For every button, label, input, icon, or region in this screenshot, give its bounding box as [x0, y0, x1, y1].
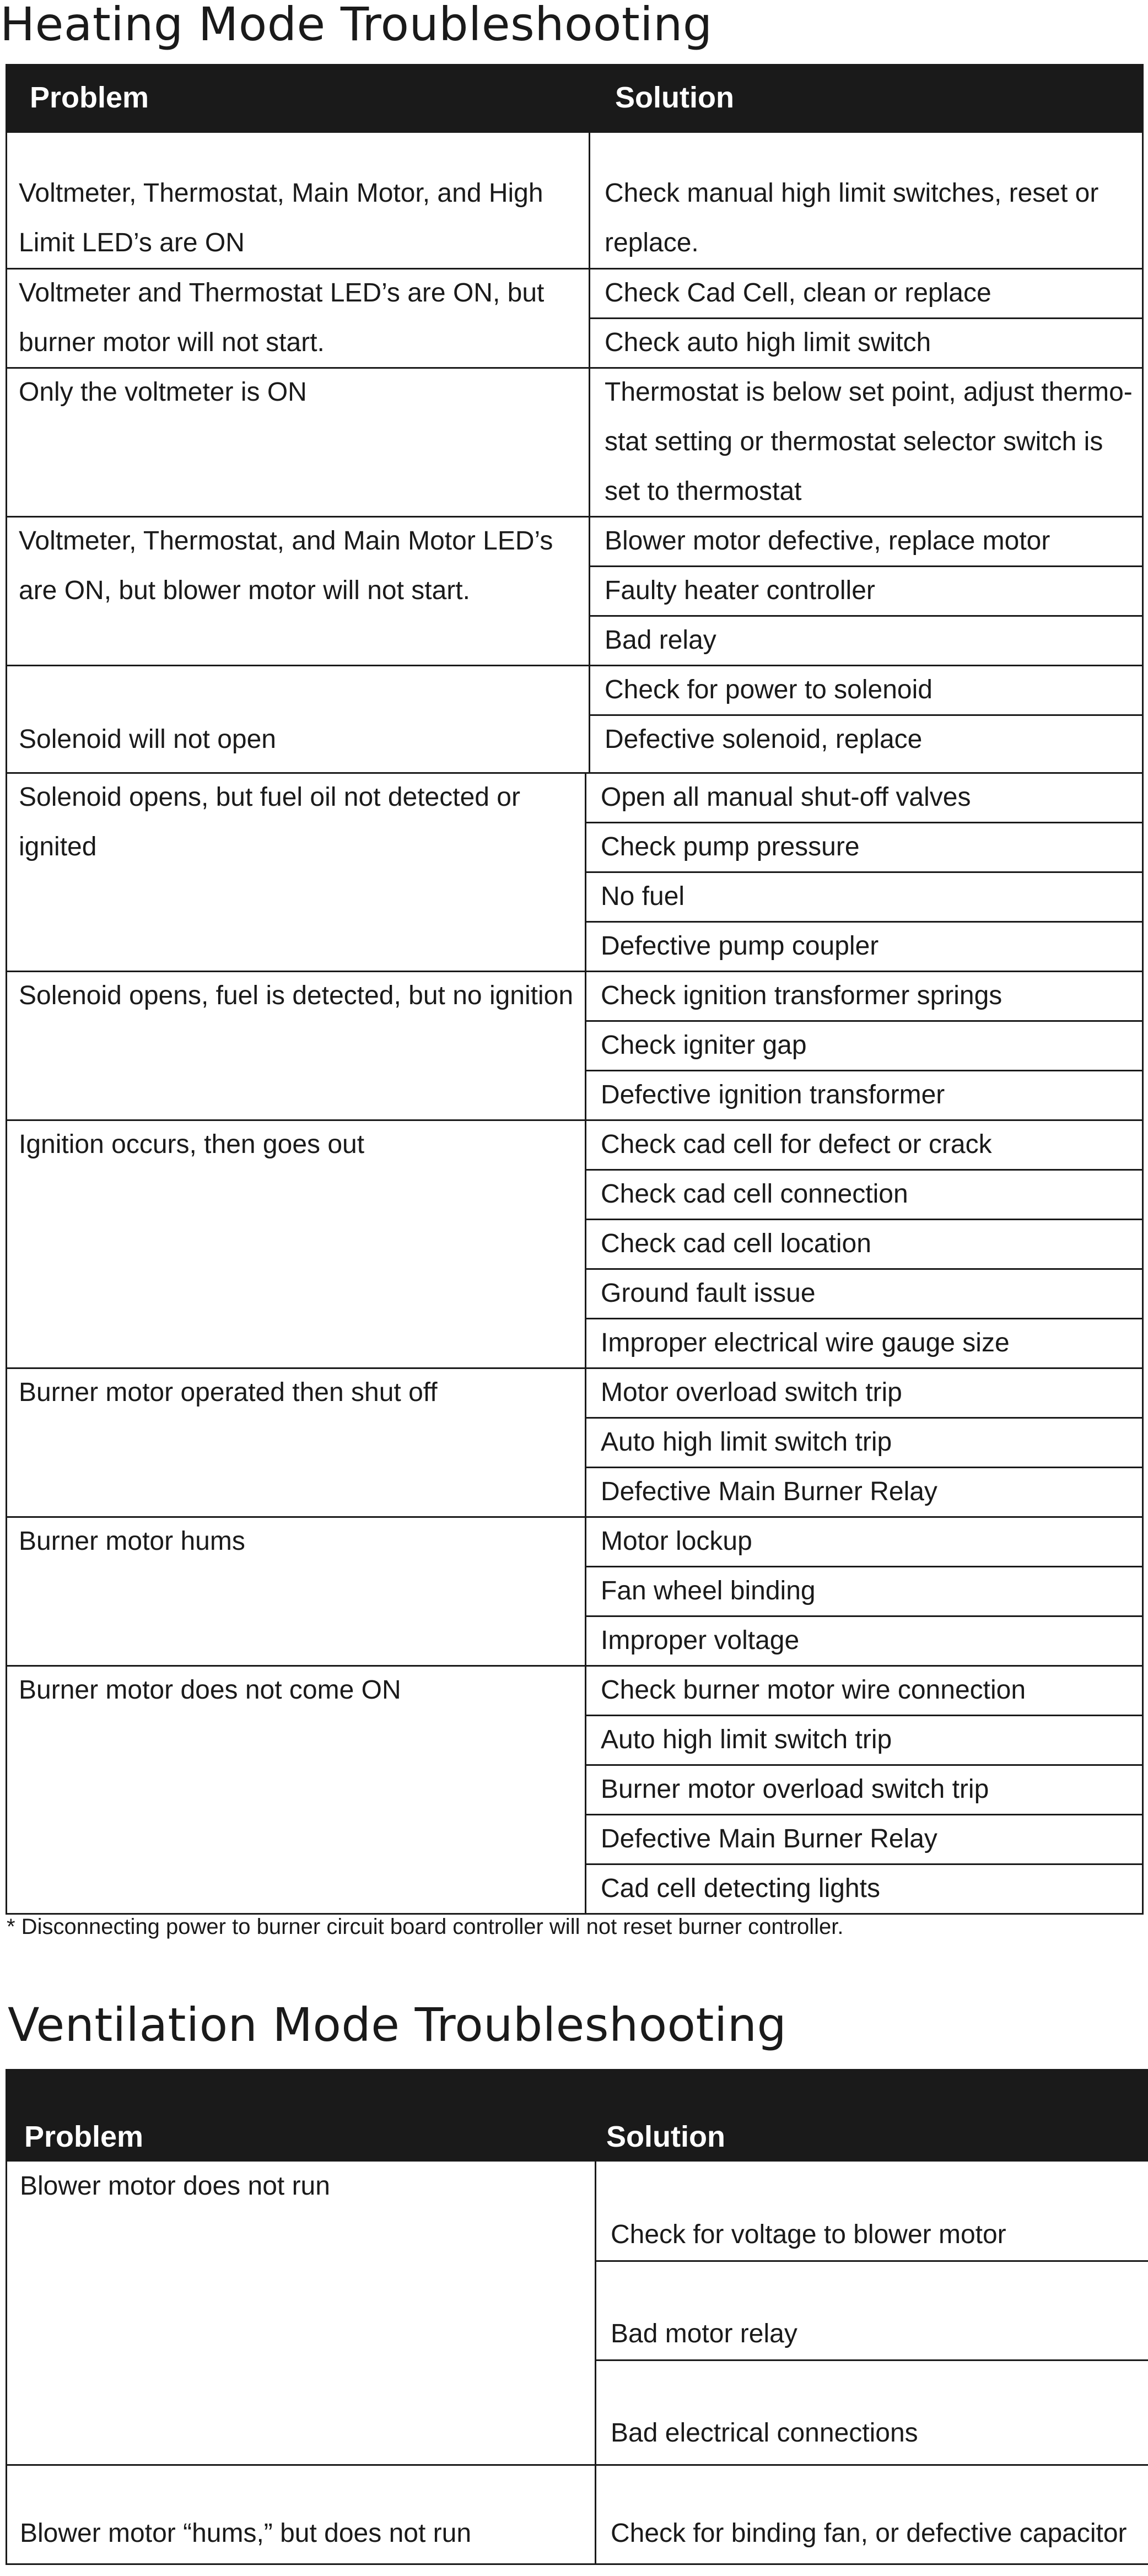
- solution-cell: [601, 1269, 1139, 1318]
- solution-cell: [601, 1418, 1139, 1467]
- cell-text-line: Open all manual shut-off valves: [601, 783, 971, 812]
- cell-text-line: Bad relay: [605, 626, 716, 655]
- cell-text-line: Burner motor overload switch trip: [601, 1775, 989, 1804]
- column-divider: [585, 971, 586, 1120]
- problem-cell: [19, 971, 581, 1021]
- problem-cell: [19, 1666, 581, 1715]
- row-divider: [6, 2563, 1148, 2565]
- cell-text-line: Check cad cell location: [601, 1229, 871, 1258]
- cell-text-line: Burner motor hums: [19, 1527, 245, 1556]
- solution-cell: [605, 566, 1139, 616]
- cell-text-line: Check cad cell connection: [601, 1179, 908, 1209]
- row-divider: [595, 2359, 1148, 2361]
- solution-cell: [601, 1765, 1139, 1814]
- table-header: [6, 64, 1144, 133]
- cell-text-line: Cad cell detecting lights: [601, 1874, 880, 1903]
- column-divider: [595, 2162, 596, 2465]
- column-divider: [589, 516, 590, 665]
- column-divider: [589, 665, 590, 773]
- cell-text-line: stat setting or thermostat selector switch is: [605, 427, 1103, 456]
- cell-text-line: Check igniter gap: [601, 1031, 807, 1060]
- solution-cell: [601, 971, 1139, 1021]
- problem-cell: [19, 268, 585, 368]
- table-border-left: [6, 2162, 7, 2564]
- problem-cell: [19, 368, 585, 417]
- cell-text-line: Motor overload switch trip: [601, 1378, 902, 1407]
- cell-text-line: Defective ignition transformer: [601, 1080, 945, 1109]
- cell-text-line: Defective Main Burner Relay: [601, 1824, 937, 1853]
- cell-text-line: Check ignition transformer springs: [601, 981, 1003, 1010]
- solution-cell: [611, 2509, 1144, 2558]
- cell-text-line: Voltmeter and Thermostat LED’s are ON, but: [19, 278, 545, 308]
- cell-text-line: Check Cad Cell, clean or replace: [605, 278, 991, 308]
- solution-cell: [605, 318, 1139, 368]
- cell-text-line: Defective Main Burner Relay: [601, 1477, 937, 1506]
- column-divider: [589, 368, 590, 516]
- solution-cell: [601, 1318, 1139, 1368]
- ventilation-section-title: Ventilation Mode Troubleshooting: [8, 1998, 787, 2052]
- solution-cell: [605, 169, 1139, 268]
- solution-cell: [611, 2210, 1144, 2260]
- cell-text-line: Improper voltage: [601, 1626, 800, 1655]
- cell-text-line: No fuel: [601, 882, 685, 911]
- cell-text-line: Burner motor operated then shut off: [19, 1378, 438, 1407]
- cell-text-line: Check for voltage to blower motor: [611, 2220, 1006, 2249]
- problem-cell: [19, 1517, 581, 1566]
- cell-text-line: set to thermostat: [605, 477, 802, 506]
- cell-text-line: Faulty heater controller: [605, 576, 875, 605]
- table-header: [6, 2069, 1148, 2162]
- cell-text-line: Bad motor relay: [611, 2319, 797, 2348]
- cell-text-line: Auto high limit switch trip: [601, 1427, 892, 1457]
- row-divider: [6, 2464, 1148, 2466]
- problem-cell: [19, 773, 581, 872]
- cell-text-line: Blower motor “hums,” but does not run: [20, 2519, 472, 2548]
- column-divider: [595, 2465, 596, 2564]
- cell-text-line: Solenoid will not open: [19, 725, 276, 754]
- solution-cell: [601, 1368, 1139, 1418]
- ventilation-table: [6, 2069, 1148, 2564]
- cell-text-line: Check pump pressure: [601, 832, 860, 861]
- problem-cell: [20, 2162, 591, 2211]
- cell-text-line: ignited: [19, 832, 97, 861]
- problem-cell: [19, 169, 585, 268]
- solution-cell: [601, 1566, 1139, 1616]
- column-divider: [589, 133, 590, 268]
- cell-text-line: Blower motor defective, replace motor: [605, 526, 1050, 556]
- column-divider: [585, 1666, 586, 1914]
- table-border-left: [6, 133, 7, 1914]
- solution-cell: [601, 1170, 1139, 1219]
- cell-text-line: Solenoid opens, fuel is detected, but no ignition: [19, 981, 574, 1010]
- solution-cell: [605, 616, 1139, 665]
- problem-cell: [19, 715, 585, 764]
- solution-cell: [601, 1666, 1139, 1715]
- solution-cell: [601, 822, 1139, 872]
- row-divider: [595, 2260, 1148, 2262]
- solution-cell: [601, 1864, 1139, 1914]
- header-problem: Problem: [24, 2120, 144, 2153]
- solution-cell: [601, 1120, 1139, 1170]
- cell-text-line: Voltmeter, Thermostat, Main Motor, and High: [19, 179, 543, 208]
- solution-cell: [611, 2309, 1144, 2359]
- cell-text-line: Thermostat is below set point, adjust thermo-: [605, 378, 1133, 407]
- solution-cell: [601, 1517, 1139, 1566]
- column-divider: [589, 268, 590, 368]
- header-problem: Problem: [30, 81, 149, 114]
- cell-text-line: Burner motor does not come ON: [19, 1675, 401, 1705]
- solution-cell: [601, 1021, 1139, 1070]
- cell-text-line: replace.: [605, 228, 699, 257]
- solution-cell: [605, 368, 1139, 516]
- cell-text-line: are ON, but blower motor will not start.: [19, 576, 470, 605]
- cell-text-line: Ground fault issue: [601, 1279, 816, 1308]
- problem-cell: [19, 1368, 581, 1418]
- solution-cell: [601, 1070, 1139, 1120]
- column-divider: [585, 1517, 586, 1666]
- problem-cell: [19, 1120, 581, 1170]
- solution-cell: [601, 921, 1139, 971]
- problem-cell: [19, 516, 585, 616]
- cell-text-line: Auto high limit switch trip: [601, 1725, 892, 1754]
- solution-cell: [605, 268, 1139, 318]
- cell-text-line: Improper electrical wire gauge size: [601, 1328, 1010, 1357]
- heating-table: [6, 64, 1144, 1914]
- cell-text-line: Bad electrical connections: [611, 2418, 918, 2448]
- cell-text-line: Check for power to solenoid: [605, 675, 933, 704]
- heating-section-title: Heating Mode Troubleshooting: [0, 0, 713, 51]
- cell-text-line: Check cad cell for defect or crack: [601, 1130, 992, 1159]
- table-border-right: [1142, 133, 1144, 1914]
- column-divider: [585, 1120, 586, 1368]
- solution-cell: [605, 715, 1139, 764]
- solution-cell: [601, 1715, 1139, 1765]
- cell-text-line: Blower motor does not run: [20, 2171, 330, 2201]
- cell-text-line: burner motor will not start.: [19, 328, 325, 357]
- cell-text-line: Fan wheel binding: [601, 1576, 816, 1605]
- cell-text-line: Voltmeter, Thermostat, and Main Motor LED’s: [19, 526, 553, 556]
- solution-cell: [601, 872, 1139, 921]
- solution-cell: [601, 1814, 1139, 1864]
- solution-cell: [601, 1467, 1139, 1517]
- cell-text-line: Only the voltmeter is ON: [19, 378, 307, 407]
- cell-text-line: Motor lockup: [601, 1527, 752, 1556]
- solution-cell: [605, 665, 1139, 715]
- cell-text-line: Check for binding fan, or defective capacitor: [611, 2519, 1127, 2548]
- column-divider: [585, 1368, 586, 1517]
- cell-text-line: Limit LED’s are ON: [19, 228, 245, 257]
- cell-text-line: Check manual high limit switches, reset or: [605, 179, 1099, 208]
- cell-text-line: Ignition occurs, then goes out: [19, 1130, 365, 1159]
- heating-footnote: * Disconnecting power to burner circuit board controller will not reset burner controller.: [7, 1915, 844, 1939]
- cell-text-line: Check burner motor wire connection: [601, 1675, 1026, 1705]
- solution-cell: [601, 1616, 1139, 1666]
- cell-text-line: Check auto high limit switch: [605, 328, 931, 357]
- cell-text-line: Defective pump coupler: [601, 931, 879, 961]
- header-solution: Solution: [615, 81, 734, 114]
- solution-cell: [601, 1219, 1139, 1269]
- solution-cell: [605, 516, 1139, 566]
- solution-cell: [601, 773, 1139, 822]
- cell-text-line: Solenoid opens, but fuel oil not detected or: [19, 783, 520, 812]
- problem-cell: [20, 2509, 591, 2558]
- column-divider: [585, 773, 586, 971]
- cell-text-line: Defective solenoid, replace: [605, 725, 923, 754]
- header-solution: Solution: [606, 2120, 725, 2153]
- solution-cell: [611, 2408, 1144, 2458]
